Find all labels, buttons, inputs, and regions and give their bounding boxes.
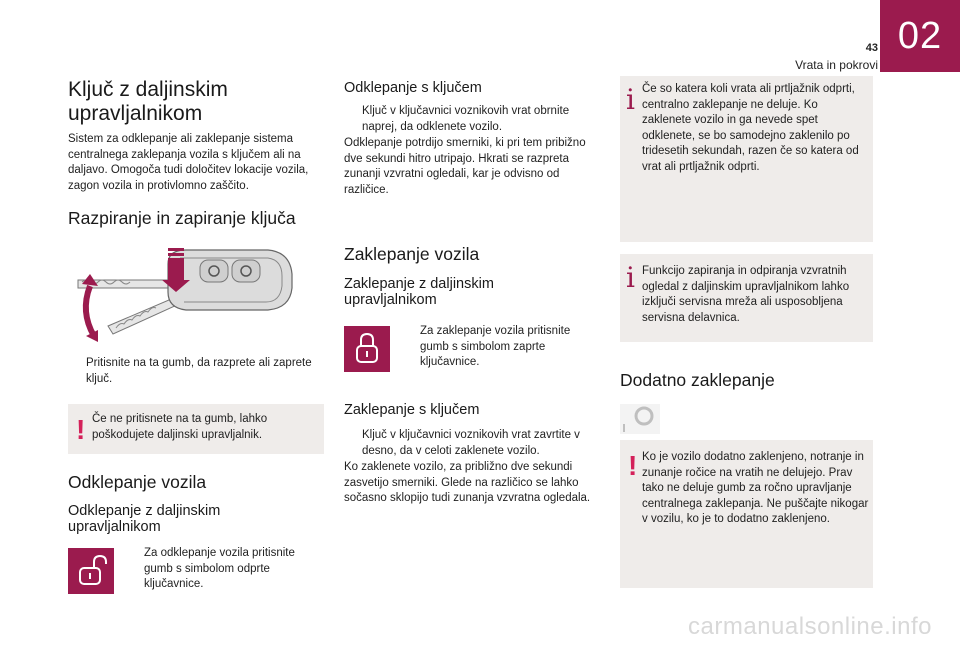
- info-icon: i: [626, 83, 635, 116]
- lock-subheading: Zaklepanje z daljinskim upravljalnikom: [344, 276, 494, 308]
- info-text-2: Funkcijo zapiranja in odpiranja vzvratnih ogledal z daljinskim upravljalnikom lahko izključi servisna mreža ali usposobljena servisna delavnica.: [642, 265, 850, 324]
- key-lock-paragraph: Ko zaklenete vozilo, za približno dve sekundi zasvetijo smerniki. Glede na različico se lahko sočasno sklopijo tudi zunanja vzvratna ogledala.: [344, 461, 591, 504]
- exclamation-icon: !: [628, 450, 638, 481]
- chapter-tab: 02: [880, 0, 960, 72]
- key-unlock-bullet-text: Ključ v ključavnici voznikovih vrat obrnite naprej, da odklenete vozilo.: [362, 105, 570, 133]
- unlock-subheading: Odklepanje z daljinskim upravljalnikom: [68, 503, 221, 535]
- key-unlock-heading: Odklepanje s ključem: [344, 80, 482, 96]
- unlock-heading: Odklepanje vozila: [68, 472, 207, 492]
- exclamation-icon: !: [76, 414, 86, 445]
- info-box-2: [620, 254, 873, 342]
- deadlock-warning-box: [620, 440, 873, 588]
- key-lock-heading: Zaklepanje s ključem: [344, 402, 480, 418]
- steering-wheel-icon: [620, 404, 660, 434]
- lock-bullet-text: Za zaklepanje vozila pritisnite gumb s simbolom zaprte ključavnice.: [420, 325, 571, 368]
- info-icon: i: [626, 261, 635, 294]
- open-padlock-icon: [68, 548, 114, 594]
- fold-heading: Razpiranje in zapiranje ključa: [68, 208, 296, 228]
- key-unlock-bullet: [344, 104, 598, 135]
- running-head: Vrata in pokrovi: [795, 58, 878, 72]
- info-box-1: [620, 76, 873, 242]
- warning-text: Če ne pritisnete na ta gumb, lahko poškodujete daljinski upravljalnik.: [92, 413, 268, 441]
- info-text-1: Če so katera koli vrata ali prtljažnik odprti, centralno zaklepanje ne deluje. Ko zaklenete vozilo in ga nevede spet odklenete, se bo samodejno zaklenilo po tridesetih sekundah, razen če so katera od vrat ali prtljažnik odprti.: [642, 83, 859, 173]
- key-lock-bullet-text: Ključ v ključavnici voznikovih vrat zavrtite v desno, da v celoti zaklenete vozilo.: [362, 429, 580, 457]
- watermark: carmanualsonline.info: [688, 613, 932, 640]
- deadlock-heading: Dodatno zaklepanje: [620, 370, 775, 390]
- key-illustration: [68, 244, 328, 344]
- unlock-bullet-text: Za odklepanje vozila pritisnite gumb s simbolom odprte ključavnice.: [144, 547, 295, 590]
- deadlock-warning-text: Ko je vozilo dodatno zaklenjeno, notranje in zunanje ročice na vratih ne delujejo. Prav tako ne deluje gumb za ročno upravljanje centralnega zaklepanja. Ne puščajte nikogar v vozilu, ko je to dodatno zaklenjeno.: [642, 451, 869, 525]
- warning-box: [68, 404, 324, 454]
- closed-padlock-icon: [344, 326, 390, 372]
- intro-paragraph: Sistem za odklepanje ali zaklepanje sistema centralnega zaklepanja vozila s ključem ali na daljavo. Omogoča tudi določitev lokacije vozila, zagon vozila in protivlomno zaščito.: [68, 133, 309, 192]
- fold-bullet: [68, 356, 326, 387]
- fold-bullet-text: Pritisnite na ta gumb, da razprete ali zaprete ključ.: [86, 357, 312, 385]
- page-title: Ključ z daljinskim upravljalnikom: [68, 78, 228, 125]
- unlock-bullet: [126, 546, 326, 593]
- key-unlock-paragraph: Odklepanje potrdijo smerniki, ki pri tem pribižno dve sekundi hitro utripajo. Hkrati se razpreta zunanji vzvratni ogledali, kar je odvisno od različice.: [344, 137, 586, 196]
- page-number: 43: [865, 42, 878, 54]
- lock-bullet: [402, 324, 598, 371]
- key-lock-bullet: [344, 428, 598, 459]
- lock-heading: Zaklepanje vozila: [344, 244, 480, 264]
